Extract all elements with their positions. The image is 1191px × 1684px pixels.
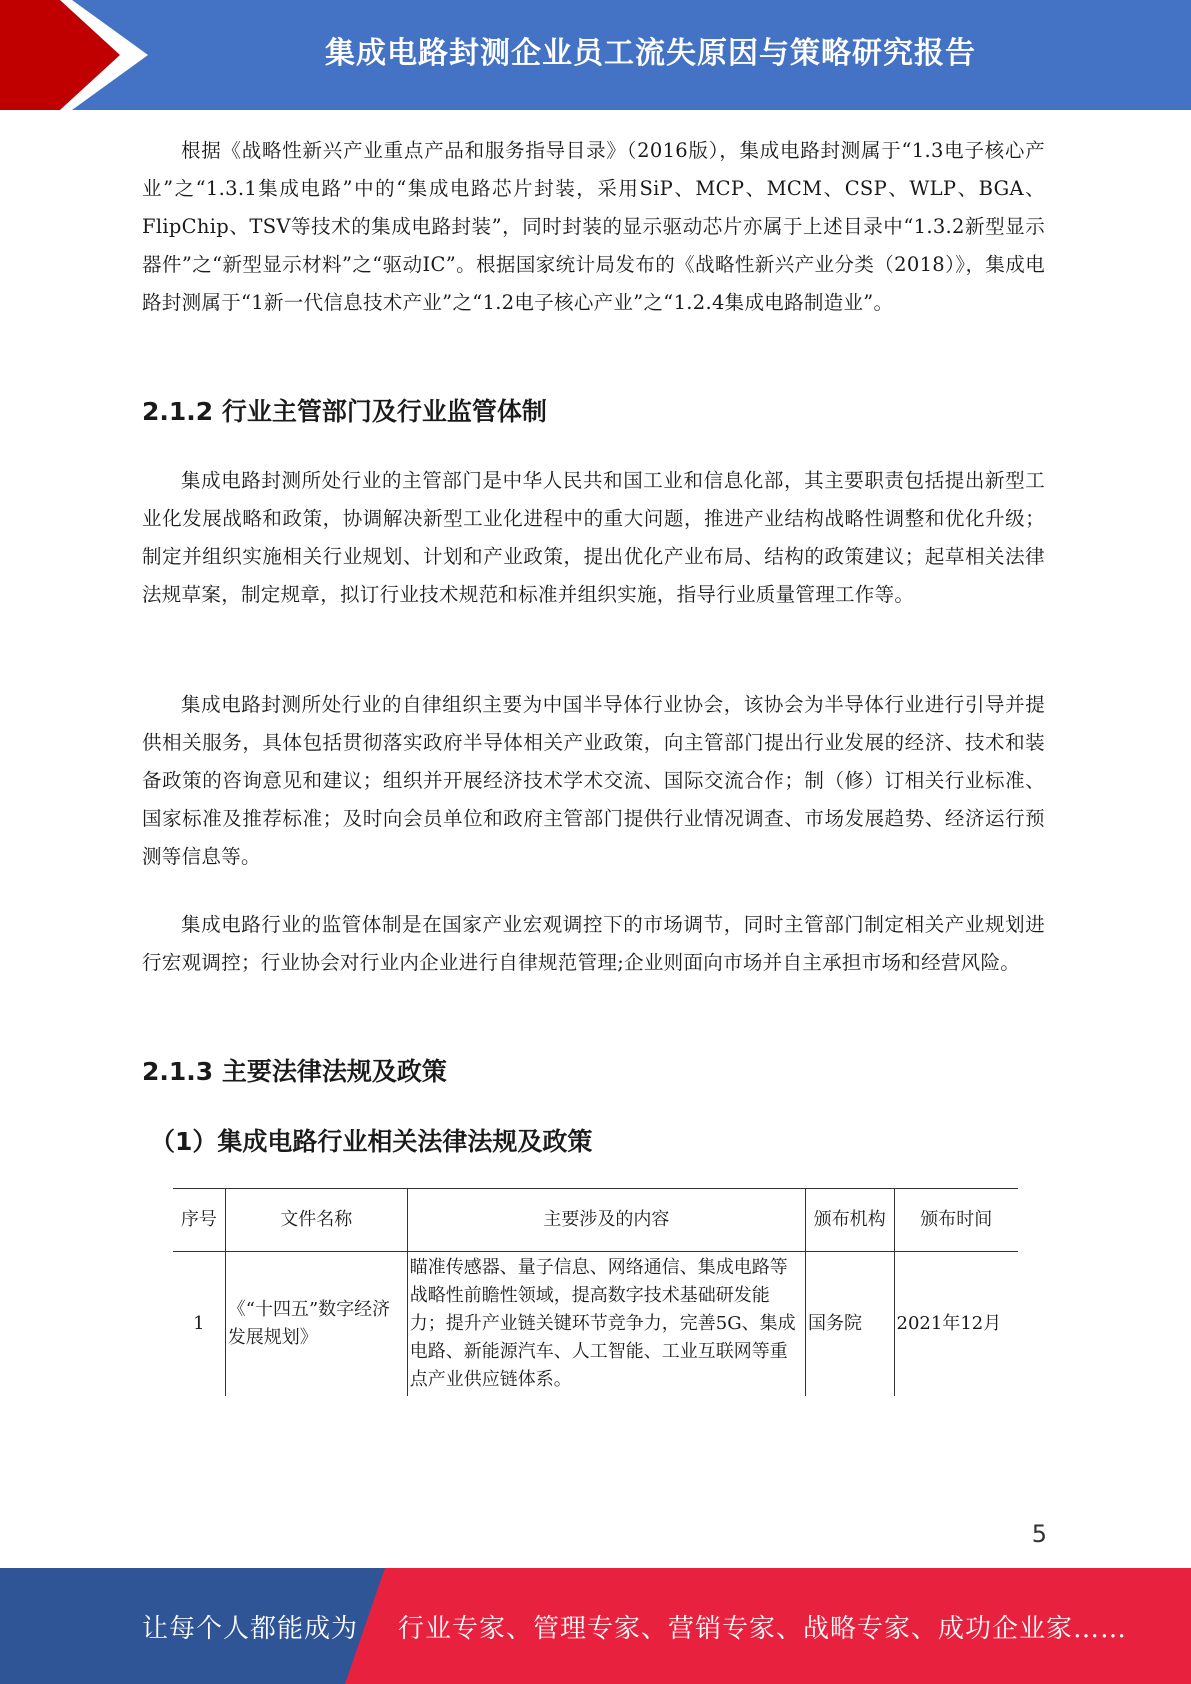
column-header-no: 序号: [173, 1189, 225, 1252]
page-footer: [0, 1568, 1191, 1684]
footer-slogan-right: 行业专家、管理专家、营销专家、战略专家、成功企业家……: [398, 1613, 1128, 1644]
column-header-content: 主要涉及的内容: [407, 1189, 805, 1252]
column-header-date: 颁布时间: [894, 1189, 1018, 1252]
paragraph-association: 集成电路封测所处行业的自律组织主要为中国半导体行业协会，该协会为半导体行业进行引导并提供相关服务，具体包括贯彻落实政府半导体相关产业政策，向主管部门提出行业发展的经济、技术和装备政策的咨询意见和建议；组织并开展经济技术学术交流、国际交流合作；制（修）订相关行业标准、国家标准及推荐标准；及时向会员单位和政府主管部门提供行业情况调查、市场发展趋势、经济运行预测等信息等。: [142, 693, 1045, 868]
footer-slogan-left: 让每个人都能成为: [142, 1613, 359, 1644]
regulations-table: [173, 1188, 1018, 1396]
paragraph-regulation: 集成电路行业的监管体制是在国家产业宏观调控下的市场调节，同时主管部门制定相关产业规划进行宏观调控；行业协会对行业内企业进行自律规范管理;企业则面向市场并自主承担市场和经营风险。: [142, 913, 1045, 974]
cell-no: 1: [173, 1252, 225, 1397]
section-heading-2-1-2: 2.1.2 行业主管部门及行业监管体制: [142, 397, 547, 426]
section-heading-2-1-3: 2.1.3 主要法律法规及政策: [142, 1057, 447, 1086]
cell-content: 瞄准传感器、量子信息、网络通信、集成电路等战略性前瞻性领域，提高数字技术基础研发能力；提升产业链关键环节竞争力，完善5G、集成电路、新能源汽车、人工智能、工业互联网等重点产业供应链体系。: [407, 1252, 805, 1397]
table-row: [173, 1252, 1018, 1397]
column-header-org: 颁布机构: [806, 1189, 894, 1252]
cell-org: 国务院: [806, 1252, 894, 1397]
report-title: 集成电路封测企业员工流失原因与策略研究报告: [325, 36, 976, 71]
subsection-heading-1: （1）集成电路行业相关法律法规及政策: [150, 1127, 593, 1156]
paragraph-authority: 集成电路封测所处行业的主管部门是中华人民共和国工业和信息化部，其主要职责包括提出新型工业化发展战略和政策，协调解决新型工业化进程中的重大问题，推进产业结构战略性调整和优化升级；制定并组织实施相关行业规划、计划和产业政策，提出优化产业布局、结构的政策建议；起草相关法律法规草案，制定规章，拟订行业技术规范和标准并组织实施，指导行业质量管理工作等。: [142, 469, 1045, 606]
cell-name: 《“十四五”数字经济发展规划》: [225, 1252, 407, 1397]
page-header: [0, 0, 1191, 110]
table-header-row: [173, 1189, 1018, 1252]
paragraph-classification: 根据《战略性新兴产业重点产品和服务指导目录》（2016版），集成电路封测属于“1.3电子核心产业”之“1.3.1集成电路”中的“集成电路芯片封装，采用SiP、MCP、MCM、CSP、WLP、BGA、FlipChip、TSV等技术的集成电路封装”，同时封装的显示驱动芯片亦属于上述目录中“1.3.2新型显示器件”之“新型显示材料”之“驱动IC”。根据国家统计局发布的《战略性新兴产业分类（2018）》，集成电路封测属于“1新一代信息技术产业”之“1.2电子核心产业”之“1.2.4集成电路制造业”。: [142, 139, 1045, 314]
cell-date: 2021年12月: [894, 1252, 1018, 1397]
header-arrow-decoration: [0, 0, 150, 110]
page-number: 5: [1031, 1520, 1047, 1548]
column-header-name: 文件名称: [225, 1189, 407, 1252]
